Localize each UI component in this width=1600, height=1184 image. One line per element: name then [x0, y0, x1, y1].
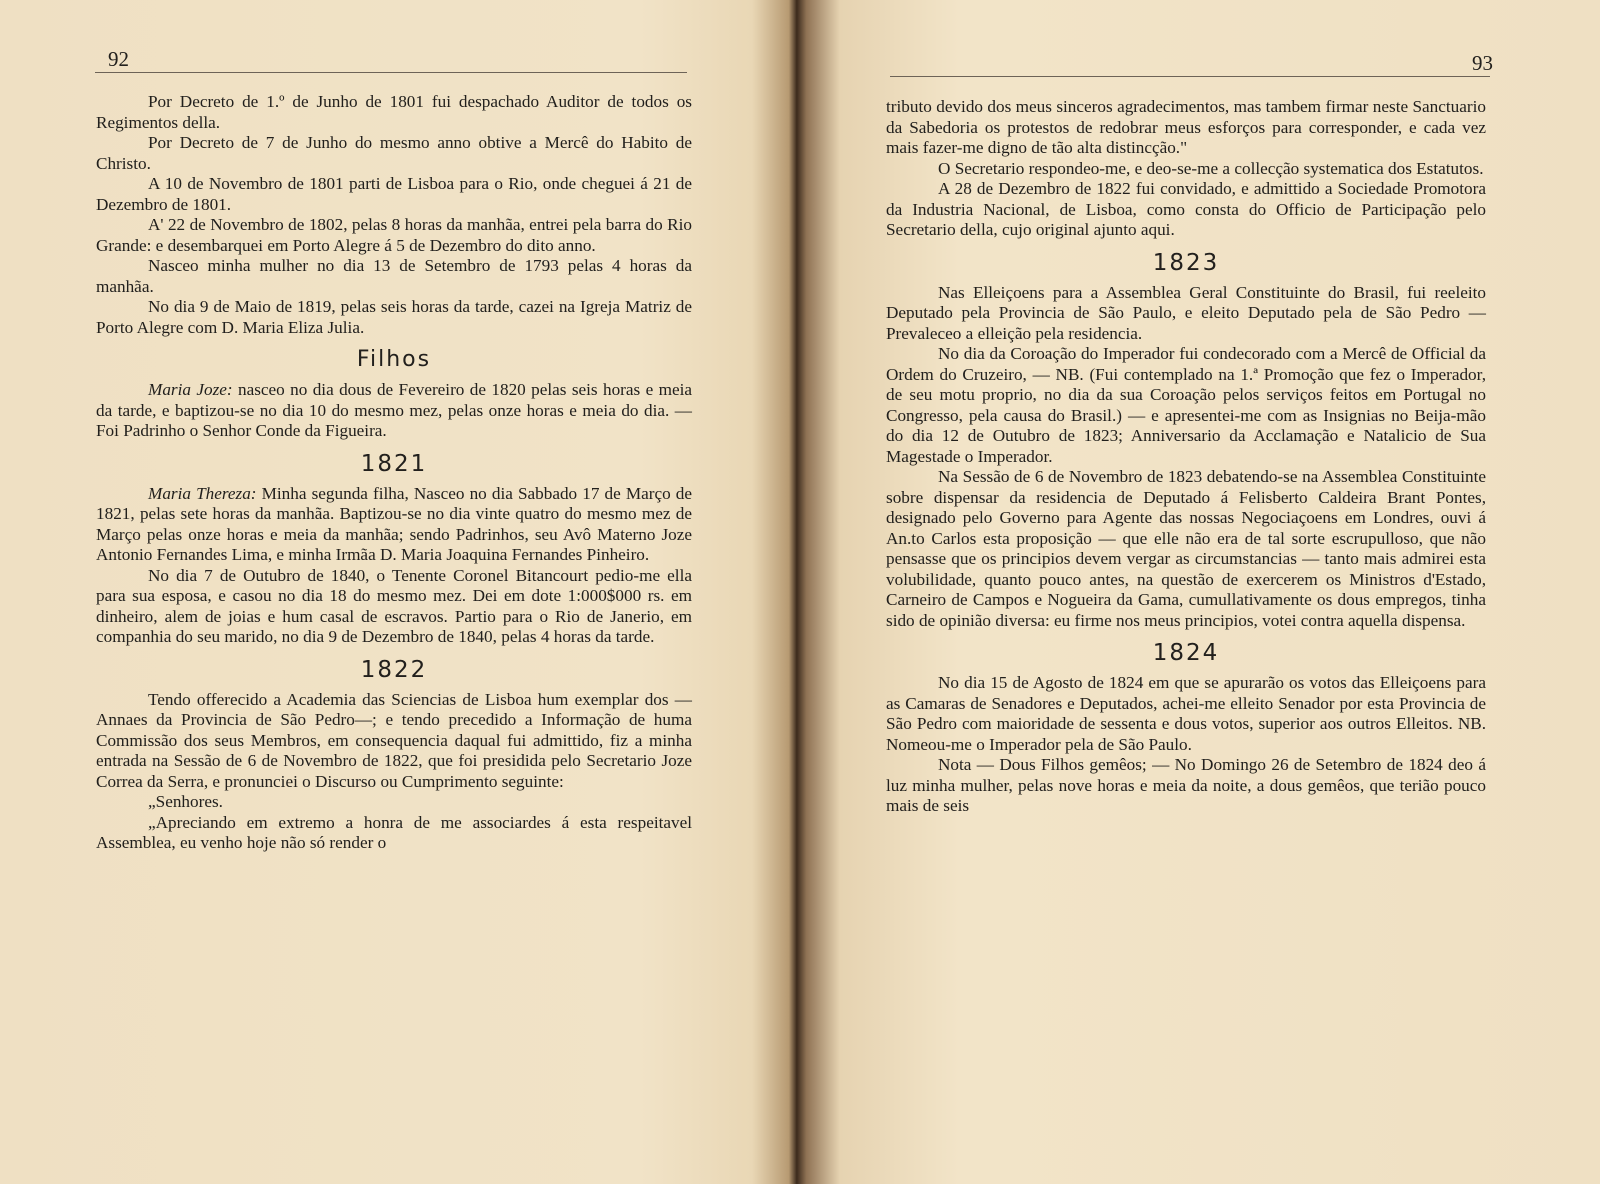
year-heading-1823: 1823	[1152, 249, 1220, 276]
paragraph: Nas Elleiçoens para a Assemblea Geral Constituinte do Brasil, fui reeleito Deputado pela Provincia de São Paulo, e eleito Deputado pela de São Pedro — Prevaleceo a elleição pela residencia.	[886, 282, 1486, 343]
page-number: 92	[108, 47, 129, 71]
paragraph: Na Sessão de 6 de Novembro de 1823 debatendo-se na Assemblea Constituinte sobre dispensar da residencia de Deputado á Felisberto Caldeira Brant Pontes, designado pelo Governo para Agente das nossas Negociaçoens em Londres, ouvi á An.to Carlos esta proposição — que elle não era de tal sorte escrupulloso, que não pensasse que os principios devem vergar as circumstancias — tanto mais admirei esta volubilidade, quanto pouco antes, na questão de exercerem os Ministros d'Estado, Carneiro de Campos e Nogueira da Gama, cumullativamente os dous empregos, tinha sido de opinião diversa: eu firme nos meus principios, votei contra aquella dispensa.	[886, 467, 1486, 630]
page-number: 93	[1472, 51, 1493, 75]
paragraph	[96, 380, 692, 442]
paragraph: Tendo offerecido a Academia das Sciencias de Lisboa hum exemplar dos — Annaes da Provincia de São Pedro—; e tendo precedido a Informação de huma Commissão dos seus Membros, em consequencia daqual fui admittido, fiz a minha entrada na Sessão de 6 de Novembro de 1822, que foi presidida pelo Secretario Joze Correa da Serra, e pronunciei o Discurso ou Cumprimento seguinte:	[96, 689, 692, 791]
paragraph: A 10 de Novembro de 1801 parti de Lisboa para o Rio, onde cheguei á 21 de Dezembro de 1801.	[96, 174, 692, 214]
paragraph: No dia 9 de Maio de 1819, pelas seis horas da tarde, cazei na Igreja Matriz de Porto Alegre com D. Maria Eliza Julia.	[96, 297, 692, 337]
year-heading-1821: 1821	[360, 450, 428, 477]
paragraph: No dia 7 de Outubro de 1840, o Tenente Coronel Bitancourt pedio-me ella para sua esposa, e casou no dia 18 do mesmo mez. Dei em dote 1:000$000 rs. em dinheiro, alem de joias e hum casal de escravos. Partio para o Rio de Janerio, em companhia do seu marido, no dia 9 de Dezembro de 1840, pelas 4 horas da tarde.	[96, 565, 692, 646]
left-page	[0, 0, 790, 1184]
right-text-block	[886, 97, 1486, 817]
paragraph: No dia da Coroação do Imperador fui condecorado com a Mercê de Official da Ordem do Cruzeiro, — NB. (Fui contemplado na 1.ª Promoção que fez o Imperador, de seu motu proprio, no dia da sua Coroação pelos serviços feitos em Portugal no Congresso, pela causa do Brasil.) — e apresentei-me com as Insignias no Beija-mão do dia 12 de Outubro de 1823; Anniversario da Acclamação e Natalicio de Sua Magestade o Imperador.	[886, 344, 1486, 466]
header-rule	[890, 76, 1490, 77]
paragraph: „Apreciando em extremo a honra de me associardes á esta respeitavel Assemblea, eu venho hoje não só render o	[96, 812, 692, 852]
paragraph: Por Decreto de 1.º de Junho de 1801 fui despachado Auditor de todos os Regimentos della.	[96, 92, 692, 132]
right-page	[800, 0, 1600, 1184]
paragraph: A' 22 de Novembro de 1802, pelas 8 horas da manhãa, entrei pela barra do Rio Grande: e desembarquei em Porto Alegre á 5 de Dezembro do dito anno.	[96, 215, 692, 255]
section-heading-filhos: Filhos	[356, 347, 432, 372]
paragraph: Por Decreto de 7 de Junho do mesmo anno obtive a Mercê do Habito de Christo.	[96, 133, 692, 173]
header-rule	[95, 72, 687, 73]
year-heading-1824: 1824	[1152, 640, 1220, 666]
paragraph-text: nasceo no dia dous de Fevereiro de 1820 pelas seis horas e meia da tarde, e baptizou-se no dia 10 do mesmo mez, pelas onze horas e meia do dia. — Foi Padrinho o Senhor Conde da Figueira.	[96, 380, 693, 440]
paragraph: O Secretario respondeo-me, e deo-se-me a collecção systematica dos Estatutos.	[938, 158, 1484, 178]
paragraph: A 28 de Dezembro de 1822 fui convidado, e admittido a Sociedade Promotora da Industria Nacional, de Lisboa, como consta do Officio de Participação pelo Secretario della, cujo original ajunto aqui.	[886, 179, 1486, 239]
paragraph: No dia 15 de Agosto de 1824 em que se apurarão os votos das Elleiçoens para as Camaras de Senadores e Deputados, achei-me elleito Senador por esta Provincia de São Pedro com maioridade de sessenta e dous votos, superior aos outros Elleitos. NB. Nomeou-me o Imperador pela de São Paulo.	[886, 673, 1486, 754]
left-text-block	[96, 92, 692, 854]
child-name: Maria Thereza:	[148, 483, 257, 503]
paragraph: tributo devido dos meus sinceros agradecimentos, mas tambem firmar neste Sanctuario da Sabedoria os protestos de redobrar meus esforços para corresponder, e cada vez mais fazer-me digno de tão alta distincção."	[886, 97, 1486, 157]
paragraph: „Senhores.	[148, 792, 223, 811]
paragraph: Nasceo minha mulher no dia 13 de Setembro de 1793 pelas 4 horas da manhãa.	[96, 256, 692, 296]
year-heading-1822: 1822	[360, 656, 428, 683]
paragraph-text: Minha segunda filha, Nasceo no dia Sabbado 17 de Março de 1821, pelas sete horas da manhãa. Baptizou-se no dia vinte quatro do mesmo mez de Março pelas onze horas e meia da manhãa; sendo Padrinhos, seu Avô Materno Joze Antonio Fernandes Lima, e minha Irmãa D. Maria Joaquina Fernandes Pinheiro.	[96, 483, 692, 564]
paragraph: Nota — Dous Filhos gemêos; — No Domingo 26 de Setembro de 1824 deo á luz minha mulher, pelas nove horas e meia da noite, a dous gemêos, que terião pouco mais de seis	[886, 755, 1486, 815]
paragraph	[96, 484, 692, 566]
child-name: Maria Joze:	[148, 380, 233, 399]
